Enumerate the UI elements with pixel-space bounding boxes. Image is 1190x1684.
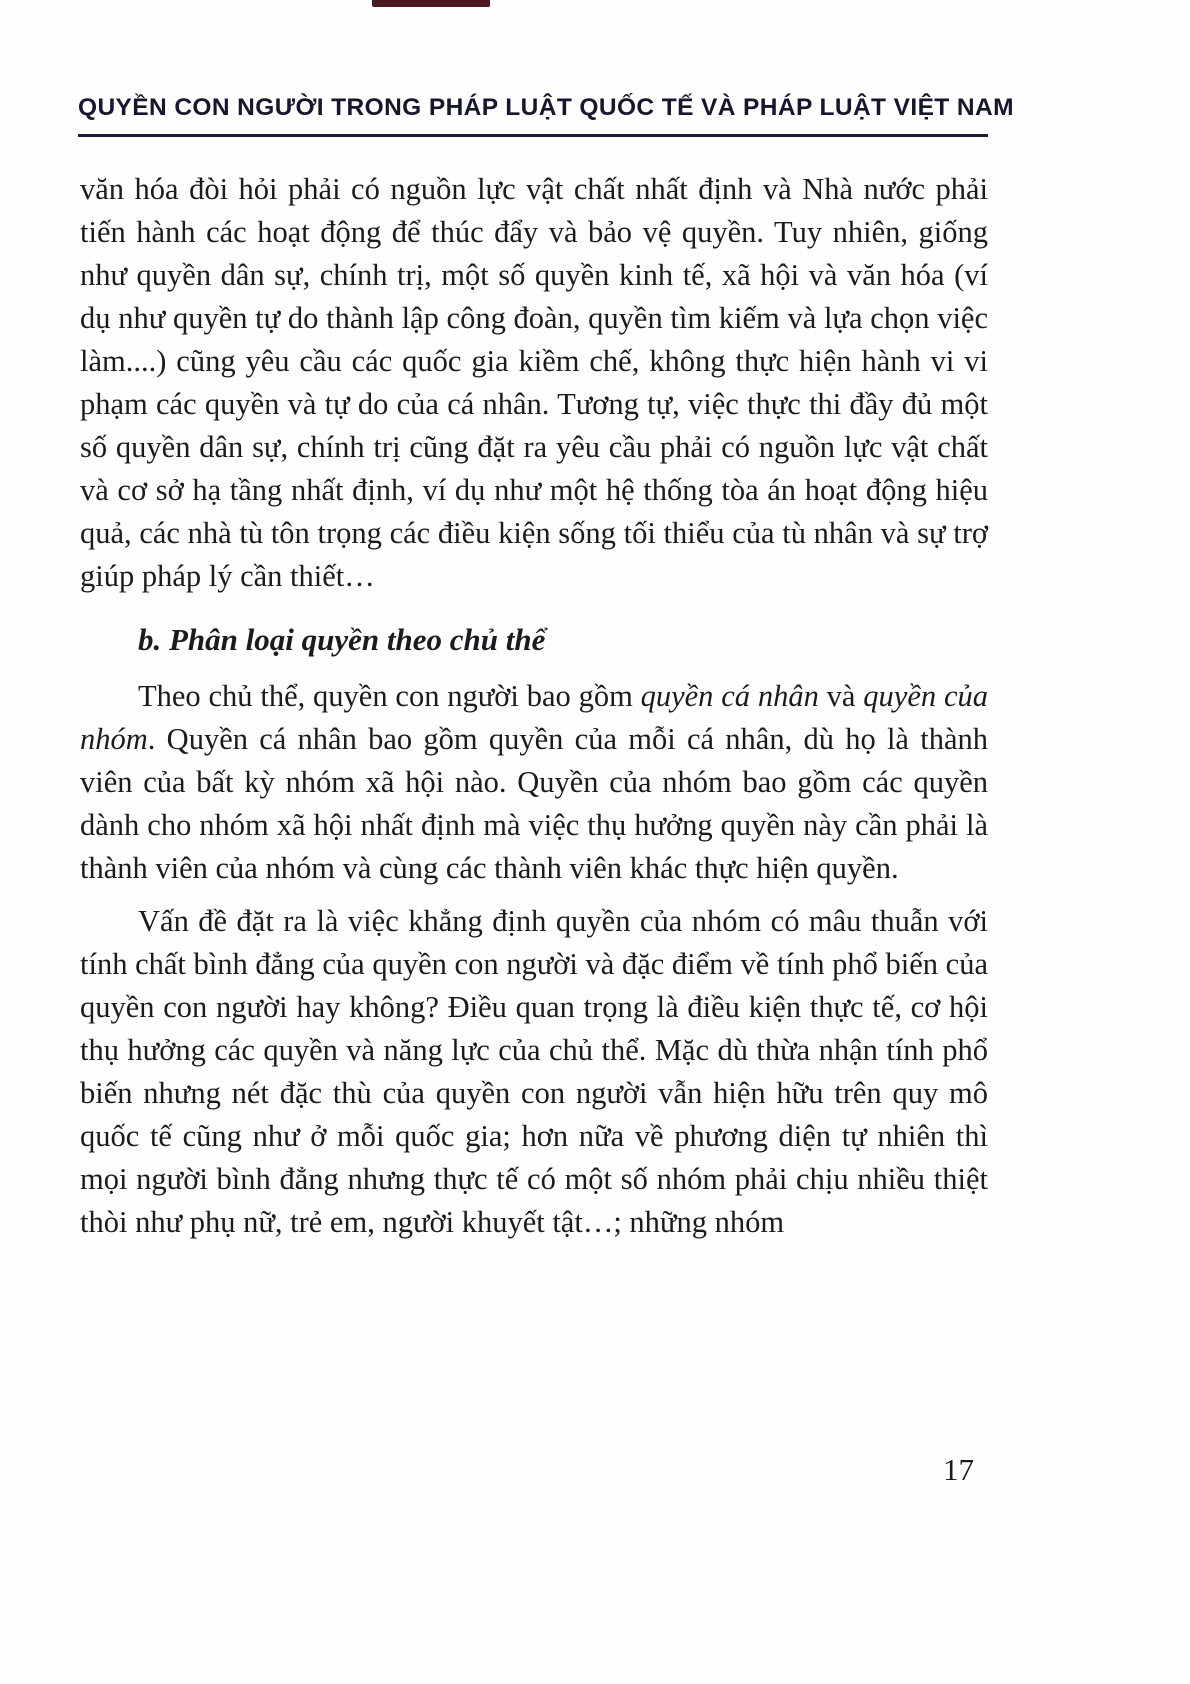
- page-number: 17: [943, 1452, 974, 1487]
- paragraph-2: [80, 675, 988, 890]
- paragraph-2-text: Theo chủ thể, quyền con người bao gồm: [138, 679, 641, 713]
- running-header-title: QUYỀN CON NGƯỜI TRONG PHÁP LUẬT QUỐC TẾ VÀ PHÁP LUẬT VIỆT NAM: [78, 94, 1014, 121]
- paragraph-3: Vấn đề đặt ra là việc khẳng định quyền của nhóm có mâu thuẫn với tính chất bình đẳng của quyền con người và đặc điểm về tính phổ biến của quyền con người hay không? Điều quan trọng là điều kiện thực tế, cơ hội thụ hưởng các quyền và năng lực của chủ thể. Mặc dù thừa nhận tính phổ biến nhưng nét đặc thù của quyền con người vẫn hiện hữu trên quy mô quốc tế cũng như ở mỗi quốc gia; hơn nữa về phương diện tự nhiên thì mọi người bình đẳng nhưng thực tế có một số nhóm phải chịu nhiều thiệt thòi như phụ nữ, trẻ em, người khuyết tật…; những nhóm: [80, 904, 988, 1239]
- subheading-classification-by-subject: b. Phân loại quyền theo chủ thể: [138, 622, 546, 657]
- page-body: [80, 168, 988, 1244]
- scan-artifact: [372, 0, 490, 7]
- term-group-rights: quyền của nhóm: [80, 679, 988, 756]
- paragraph-2-text: . Quyền cá nhân bao gồm quyền của mỗi cá nhân, dù họ là thành viên của bất kỳ nhóm xã hội nào. Quyền của nhóm bao gồm các quyền dành cho nhóm xã hội nhất định mà việc thụ hưởng quyền này cần phải là thành viên của nhóm và cùng các thành viên khác thực hiện quyền.: [80, 722, 988, 885]
- paragraph-2-text: và: [818, 679, 864, 713]
- paragraph-1: văn hóa đòi hỏi phải có nguồn lực vật chất nhất định và Nhà nước phải tiến hành các hoạt động để thúc đẩy và bảo vệ quyền. Tuy nhiên, giống như quyền dân sự, chính trị, một số quyền kinh tế, xã hội và văn hóa (ví dụ như quyền tự do thành lập công đoàn, quyền tìm kiếm và lựa chọn việc làm....) cũng yêu cầu các quốc gia kiềm chế, không thực hiện hành vi vi phạm các quyền và tự do của cá nhân. Tương tự, việc thực thi đầy đủ một số quyền dân sự, chính trị cũng đặt ra yêu cầu phải có nguồn lực vật chất và cơ sở hạ tầng nhất định, ví dụ như một hệ thống tòa án hoạt động hiệu quả, các nhà tù tôn trọng các điều kiện sống tối thiểu của tù nhân và sự trợ giúp pháp lý cần thiết…: [80, 172, 988, 593]
- running-header: [78, 94, 1014, 137]
- page-footer: [80, 1452, 988, 1488]
- term-individual-rights: quyền cá nhân: [640, 679, 819, 713]
